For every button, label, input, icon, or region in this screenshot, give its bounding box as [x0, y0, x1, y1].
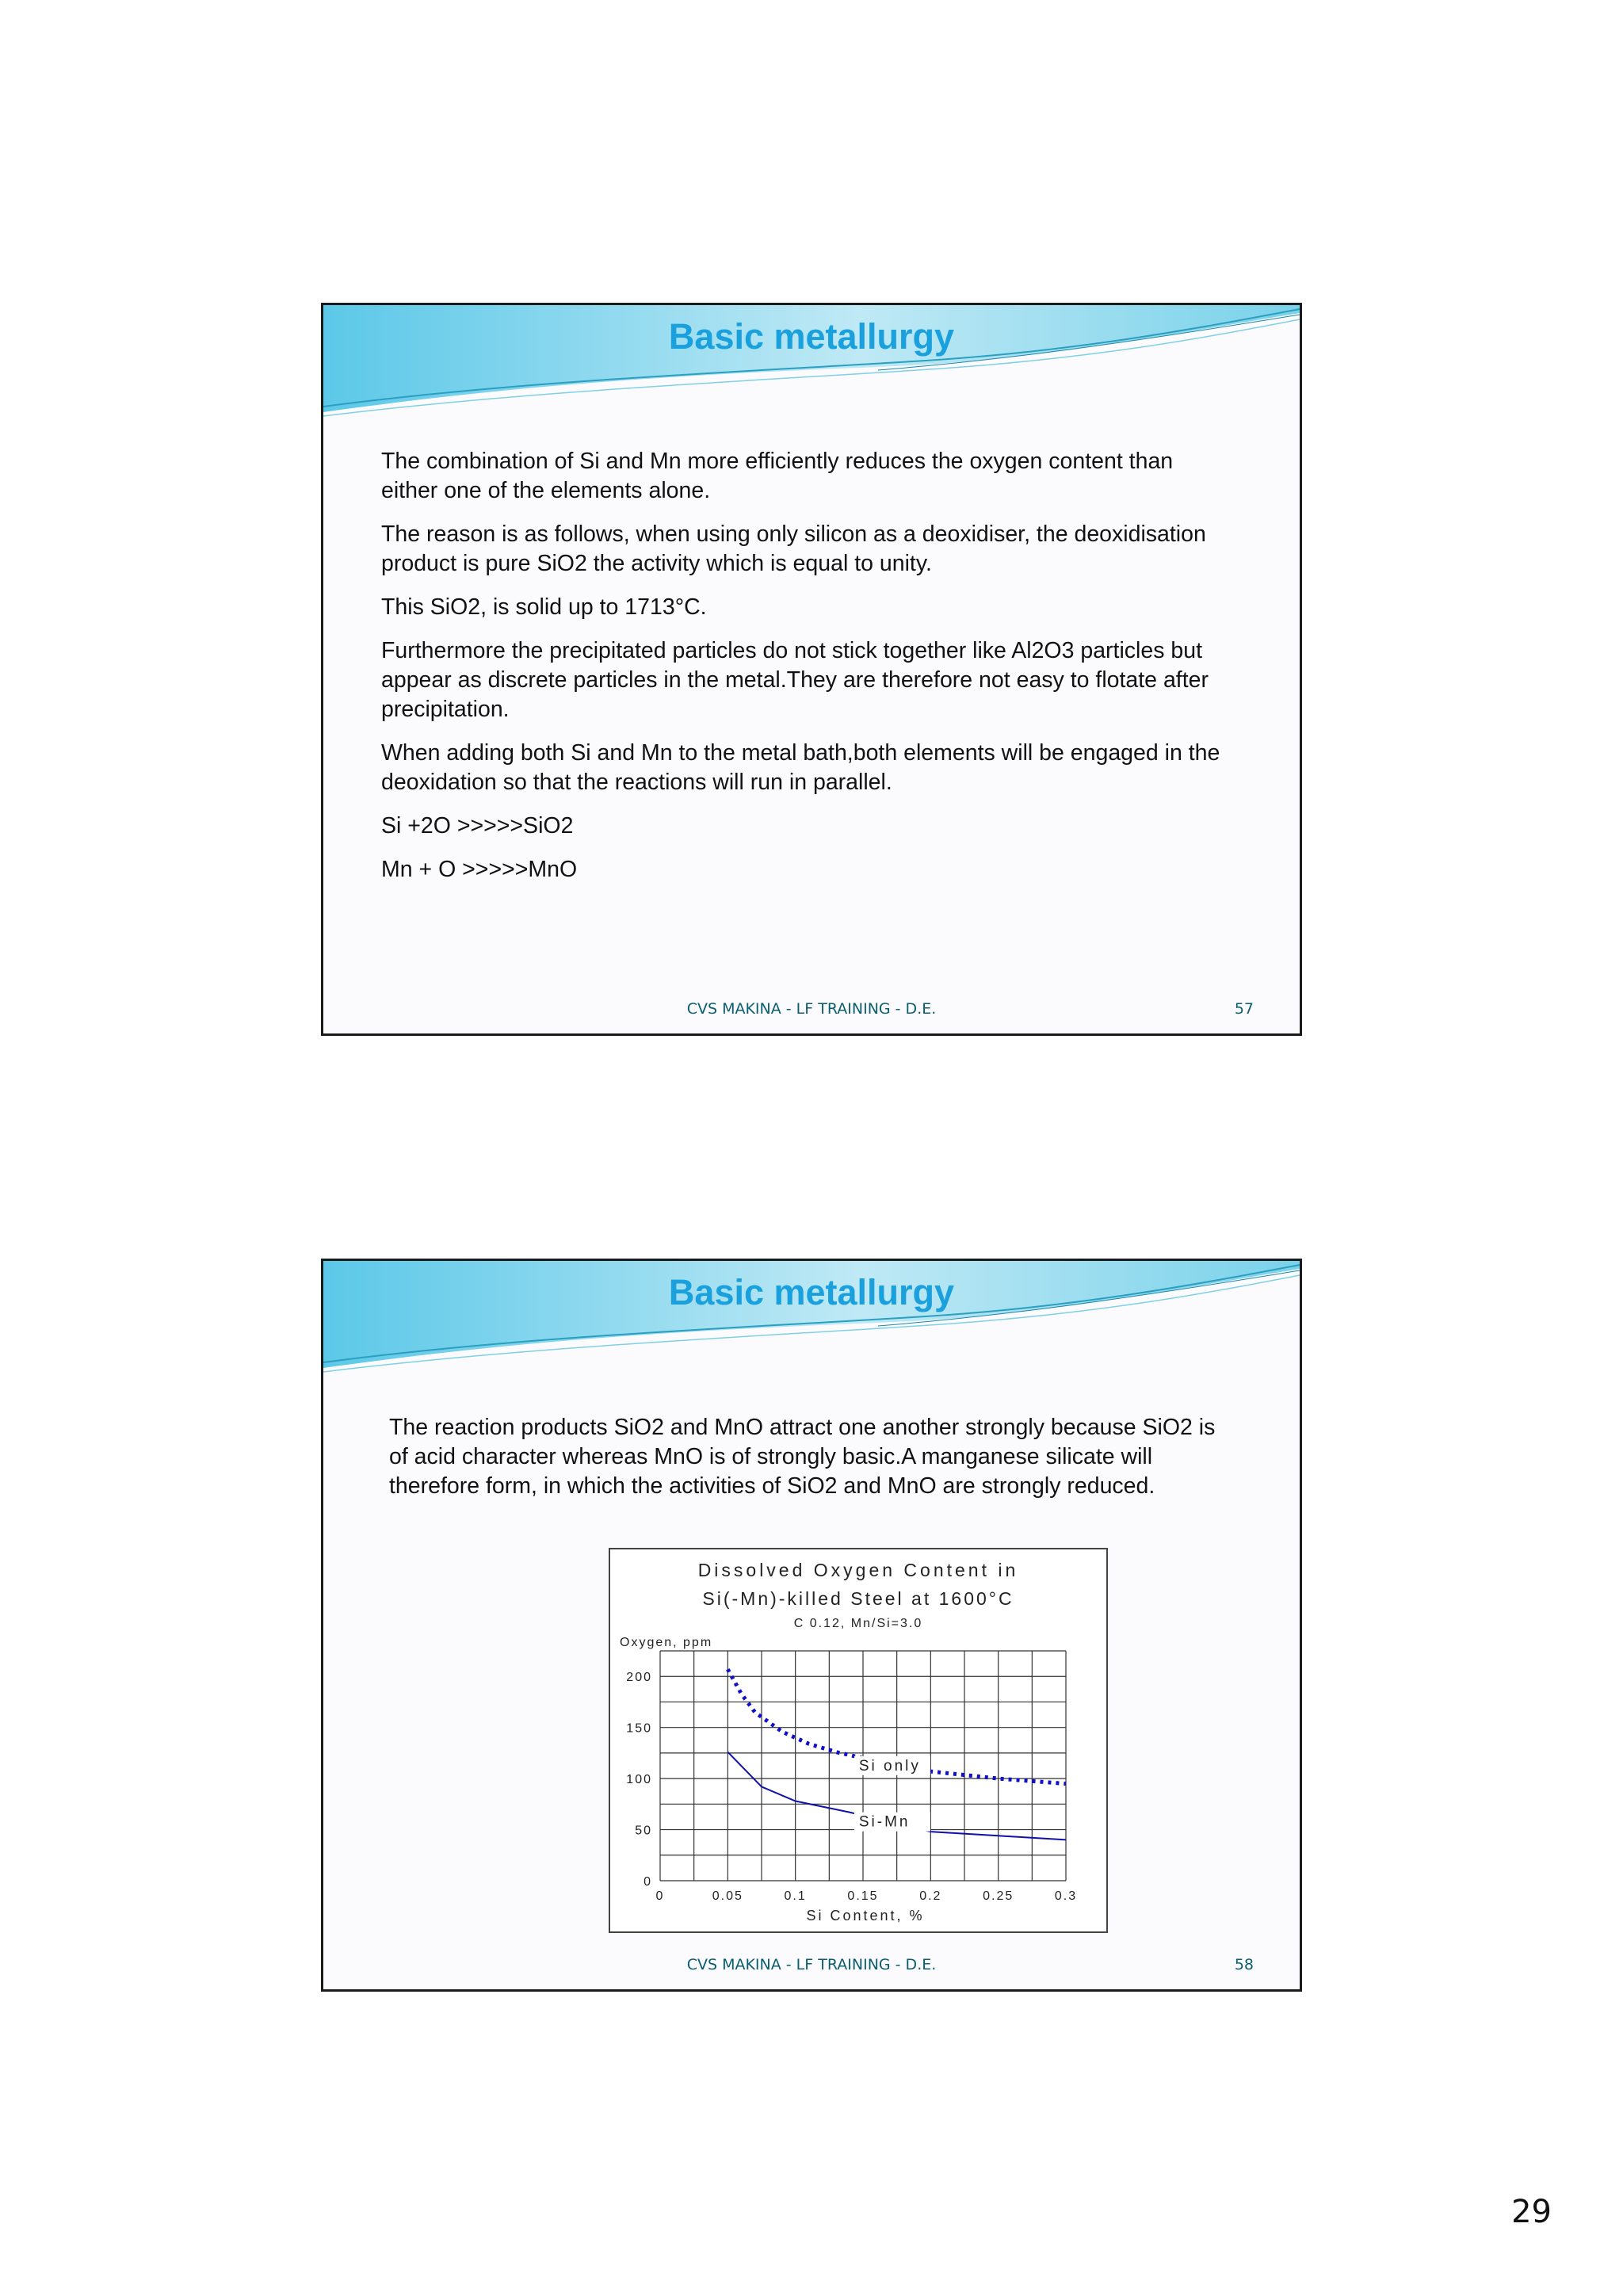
paragraph: The combination of Si and Mn more efficiently reduces the oxygen content than either one of the elements alone. — [381, 449, 1174, 503]
paragraph: When adding both Si and Mn to the metal bath,both elements will be engaged in the deoxidation so that the reactions will run in parallel. — [381, 740, 1220, 795]
slide-57 — [321, 303, 1302, 1036]
paragraph: Furthermore the precipitated particles do not stick together like Al2O3 particles but appear as discrete particles in the metal.They are therefore not easy to flotate after precipitation. — [381, 638, 1209, 722]
x-tick-label: 0.05 — [712, 1889, 743, 1903]
x-tick-label: 0.3 — [1054, 1889, 1078, 1903]
reaction-si: Si +2O >>>>>SiO2 — [381, 813, 574, 839]
slide-footer — [323, 1956, 1300, 1978]
slide-body — [389, 1413, 1229, 1515]
x-tick-label: 0.25 — [983, 1889, 1014, 1903]
y-axis-label: Oxygen, ppm — [620, 1636, 713, 1649]
slide-58 — [321, 1259, 1302, 1992]
series-label-si-mn: Si-Mn — [858, 1813, 911, 1831]
y-tick-label: 0 — [643, 1875, 652, 1889]
y-tick-label: 50 — [635, 1824, 652, 1838]
slide-body — [381, 447, 1221, 899]
slide-title: Basic metallurgy — [668, 1272, 955, 1312]
x-tick-label: 0.1 — [784, 1889, 807, 1903]
x-tick-label: 0.2 — [919, 1889, 942, 1903]
slide-footer — [323, 1000, 1300, 1022]
reaction-mn: Mn + O >>>>>MnO — [381, 857, 578, 882]
slide-page-number: 57 — [1234, 1000, 1254, 1018]
x-axis-label: Si Content, % — [806, 1908, 925, 1924]
chart-title: Dissolved Oxygen Content in — [697, 1560, 1019, 1580]
y-tick-label: 200 — [626, 1671, 652, 1685]
y-tick-label: 100 — [626, 1773, 652, 1787]
sheet-page-number: 29 — [1511, 2194, 1552, 2230]
paragraph: The reaction products SiO2 and MnO attract one another strongly because SiO2 is of acid character whereas MnO is of strongly basic.A manganese silicate will therefore form, in which the activities of SiO2 and MnO are strongly reduced. — [389, 1415, 1216, 1499]
chart-subtitle: C 0.12, Mn/Si=3.0 — [793, 1617, 923, 1630]
slide-page-number: 58 — [1234, 1956, 1254, 1973]
oxygen-chart — [609, 1548, 1108, 1933]
footer-text: CVS MAKINA - LF TRAINING - D.E. — [686, 1956, 937, 1973]
series-label-si-only: Si only — [858, 1757, 921, 1775]
paragraph: This SiO2, is solid up to 1713°C. — [381, 594, 707, 620]
paragraph: The reason is as follows, when using only silicon as a deoxidiser, the deoxidisation product is pure SiO2 the activity which is equal to unity. — [381, 521, 1206, 576]
x-tick-label: 0.15 — [847, 1889, 879, 1903]
footer-text: CVS MAKINA - LF TRAINING - D.E. — [686, 1000, 937, 1018]
chart-svg — [610, 1549, 1106, 1931]
slide-title: Basic metallurgy — [668, 316, 955, 357]
y-tick-label: 150 — [626, 1721, 652, 1736]
x-tick-label: 0 — [655, 1889, 665, 1903]
chart-title-2: Si(-Mn)-killed Steel at 1600°C — [702, 1588, 1014, 1609]
